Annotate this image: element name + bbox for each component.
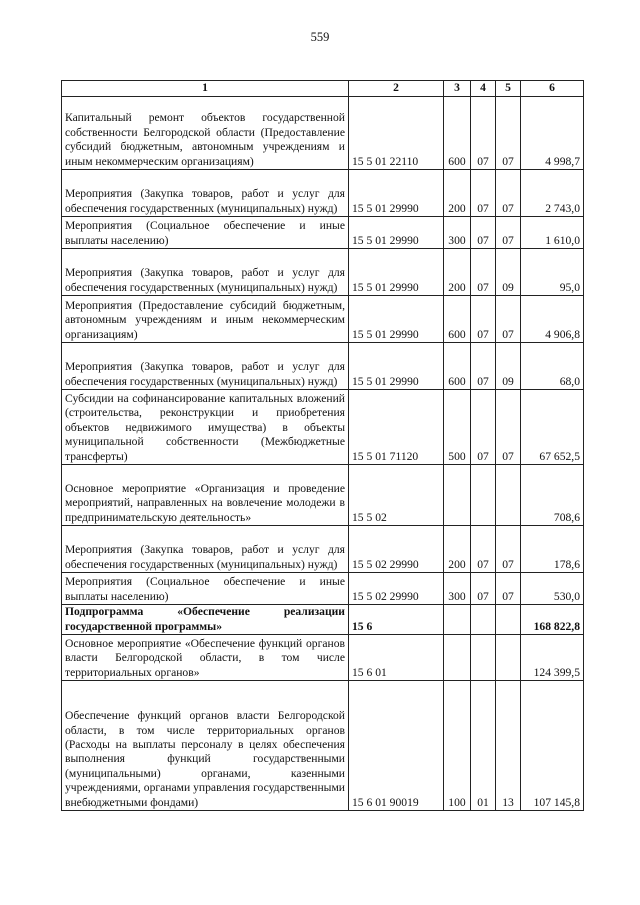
expense-type-cell: 600	[444, 343, 471, 390]
header-col-4: 4	[471, 81, 496, 97]
description-cell: Мероприятия (Предоставление субсидий бюджетным, автономным учреждениям и иным некоммерческим организациям)	[62, 296, 349, 343]
section-cell	[471, 605, 496, 635]
section-cell: 01	[471, 681, 496, 811]
subsection-cell: 07	[496, 97, 521, 170]
expense-type-cell: 200	[444, 170, 471, 217]
code-cell: 15 5 02	[349, 465, 444, 526]
expense-type-cell: 300	[444, 217, 471, 249]
subsection-cell: 07	[496, 390, 521, 465]
amount-cell: 530,0	[521, 573, 584, 605]
section-cell: 07	[471, 170, 496, 217]
table-row	[62, 249, 584, 296]
table-row	[62, 605, 584, 635]
section-cell	[471, 465, 496, 526]
expense-type-cell: 500	[444, 390, 471, 465]
description-cell: Капитальный ремонт объектов государственной собственности Белгородской области (Предоставление субсидий бюджетным, автономным учреждениям и иным некоммерческим организациям)	[62, 97, 349, 170]
expense-type-cell	[444, 465, 471, 526]
header-col-1: 1	[62, 81, 349, 97]
subsection-cell: 07	[496, 217, 521, 249]
amount-cell: 708,6	[521, 465, 584, 526]
description-cell: Мероприятия (Закупка товаров, работ и услуг для обеспечения государственных (муниципальных) нужд)	[62, 343, 349, 390]
code-cell: 15 5 01 29990	[349, 296, 444, 343]
description-cell: Подпрограмма «Обеспечение реализации государственной программы»	[62, 605, 349, 635]
subsection-cell: 07	[496, 170, 521, 217]
subsection-cell	[496, 635, 521, 681]
description-cell: Мероприятия (Закупка товаров, работ и услуг для обеспечения государственных (муниципальных) нужд)	[62, 249, 349, 296]
subsection-cell: 09	[496, 343, 521, 390]
description-cell: Обеспечение функций органов власти Белгородской области, в том числе территориальных органов (Расходы на выплаты персоналу в целях обеспечения выполнения функций государственными (муниципальными) органами, казенными учреждениями, органами управления государственными внебюджетными фондами)	[62, 681, 349, 811]
table-row	[62, 681, 584, 811]
code-cell: 15 6	[349, 605, 444, 635]
code-cell: 15 5 01 71120	[349, 390, 444, 465]
code-cell: 15 5 01 22110	[349, 97, 444, 170]
amount-cell: 178,6	[521, 526, 584, 573]
subsection-cell: 07	[496, 573, 521, 605]
section-cell: 07	[471, 573, 496, 605]
section-cell: 07	[471, 217, 496, 249]
code-cell: 15 5 01 29990	[349, 249, 444, 296]
section-cell: 07	[471, 97, 496, 170]
table-row	[62, 526, 584, 573]
table-row	[62, 296, 584, 343]
table-row	[62, 465, 584, 526]
subsection-cell: 09	[496, 249, 521, 296]
table-row	[62, 217, 584, 249]
code-cell: 15 5 01 29990	[349, 217, 444, 249]
section-cell: 07	[471, 249, 496, 296]
expense-type-cell	[444, 635, 471, 681]
amount-cell: 95,0	[521, 249, 584, 296]
table-row	[62, 573, 584, 605]
section-cell: 07	[471, 343, 496, 390]
description-cell: Субсидии на софинансирование капитальных вложений (строительства, реконструкции и приобретения объектов недвижимого имущества) в объекты муниципальной собственности (Межбюджетные трансферты)	[62, 390, 349, 465]
expense-type-cell: 600	[444, 296, 471, 343]
table-row	[62, 390, 584, 465]
header-row	[62, 81, 584, 97]
subsection-cell: 13	[496, 681, 521, 811]
amount-cell: 124 399,5	[521, 635, 584, 681]
code-cell: 15 5 01 29990	[349, 170, 444, 217]
amount-cell: 107 145,8	[521, 681, 584, 811]
header-col-6: 6	[521, 81, 584, 97]
description-cell: Мероприятия (Закупка товаров, работ и услуг для обеспечения государственных (муниципальных) нужд)	[62, 526, 349, 573]
code-cell: 15 5 01 29990	[349, 343, 444, 390]
amount-cell: 4 906,8	[521, 296, 584, 343]
description-cell: Мероприятия (Закупка товаров, работ и услуг для обеспечения государственных (муниципальных) нужд)	[62, 170, 349, 217]
amount-cell: 4 998,7	[521, 97, 584, 170]
expense-type-cell: 200	[444, 526, 471, 573]
description-cell: Основное мероприятие «Организация и проведение мероприятий, направленных на вовлечение молодежи в предпринимательскую деятельность»	[62, 465, 349, 526]
code-cell: 15 5 02 29990	[349, 573, 444, 605]
budget-table	[61, 80, 584, 811]
code-cell: 15 5 02 29990	[349, 526, 444, 573]
description-cell: Мероприятия (Социальное обеспечение и иные выплаты населению)	[62, 217, 349, 249]
expense-type-cell: 600	[444, 97, 471, 170]
table-row	[62, 97, 584, 170]
expense-type-cell: 200	[444, 249, 471, 296]
section-cell: 07	[471, 390, 496, 465]
subsection-cell	[496, 605, 521, 635]
subsection-cell	[496, 465, 521, 526]
description-cell: Мероприятия (Социальное обеспечение и иные выплаты населению)	[62, 573, 349, 605]
expense-type-cell: 100	[444, 681, 471, 811]
section-cell: 07	[471, 526, 496, 573]
description-cell: Основное мероприятие «Обеспечение функций органов власти Белгородской области, в том числе территориальных органов»	[62, 635, 349, 681]
subsection-cell: 07	[496, 296, 521, 343]
page-number: 559	[310, 30, 330, 44]
header-col-5: 5	[496, 81, 521, 97]
amount-cell: 68,0	[521, 343, 584, 390]
code-cell: 15 6 01	[349, 635, 444, 681]
amount-cell: 2 743,0	[521, 170, 584, 217]
table-row	[62, 170, 584, 217]
section-cell: 07	[471, 296, 496, 343]
expense-type-cell: 300	[444, 573, 471, 605]
amount-cell: 67 652,5	[521, 390, 584, 465]
table-row	[62, 635, 584, 681]
code-cell: 15 6 01 90019	[349, 681, 444, 811]
table-body	[62, 81, 584, 811]
subsection-cell: 07	[496, 526, 521, 573]
amount-cell: 168 822,8	[521, 605, 584, 635]
header-col-2: 2	[349, 81, 444, 97]
expense-type-cell	[444, 605, 471, 635]
section-cell	[471, 635, 496, 681]
amount-cell: 1 610,0	[521, 217, 584, 249]
header-col-3: 3	[444, 81, 471, 97]
table-row	[62, 343, 584, 390]
